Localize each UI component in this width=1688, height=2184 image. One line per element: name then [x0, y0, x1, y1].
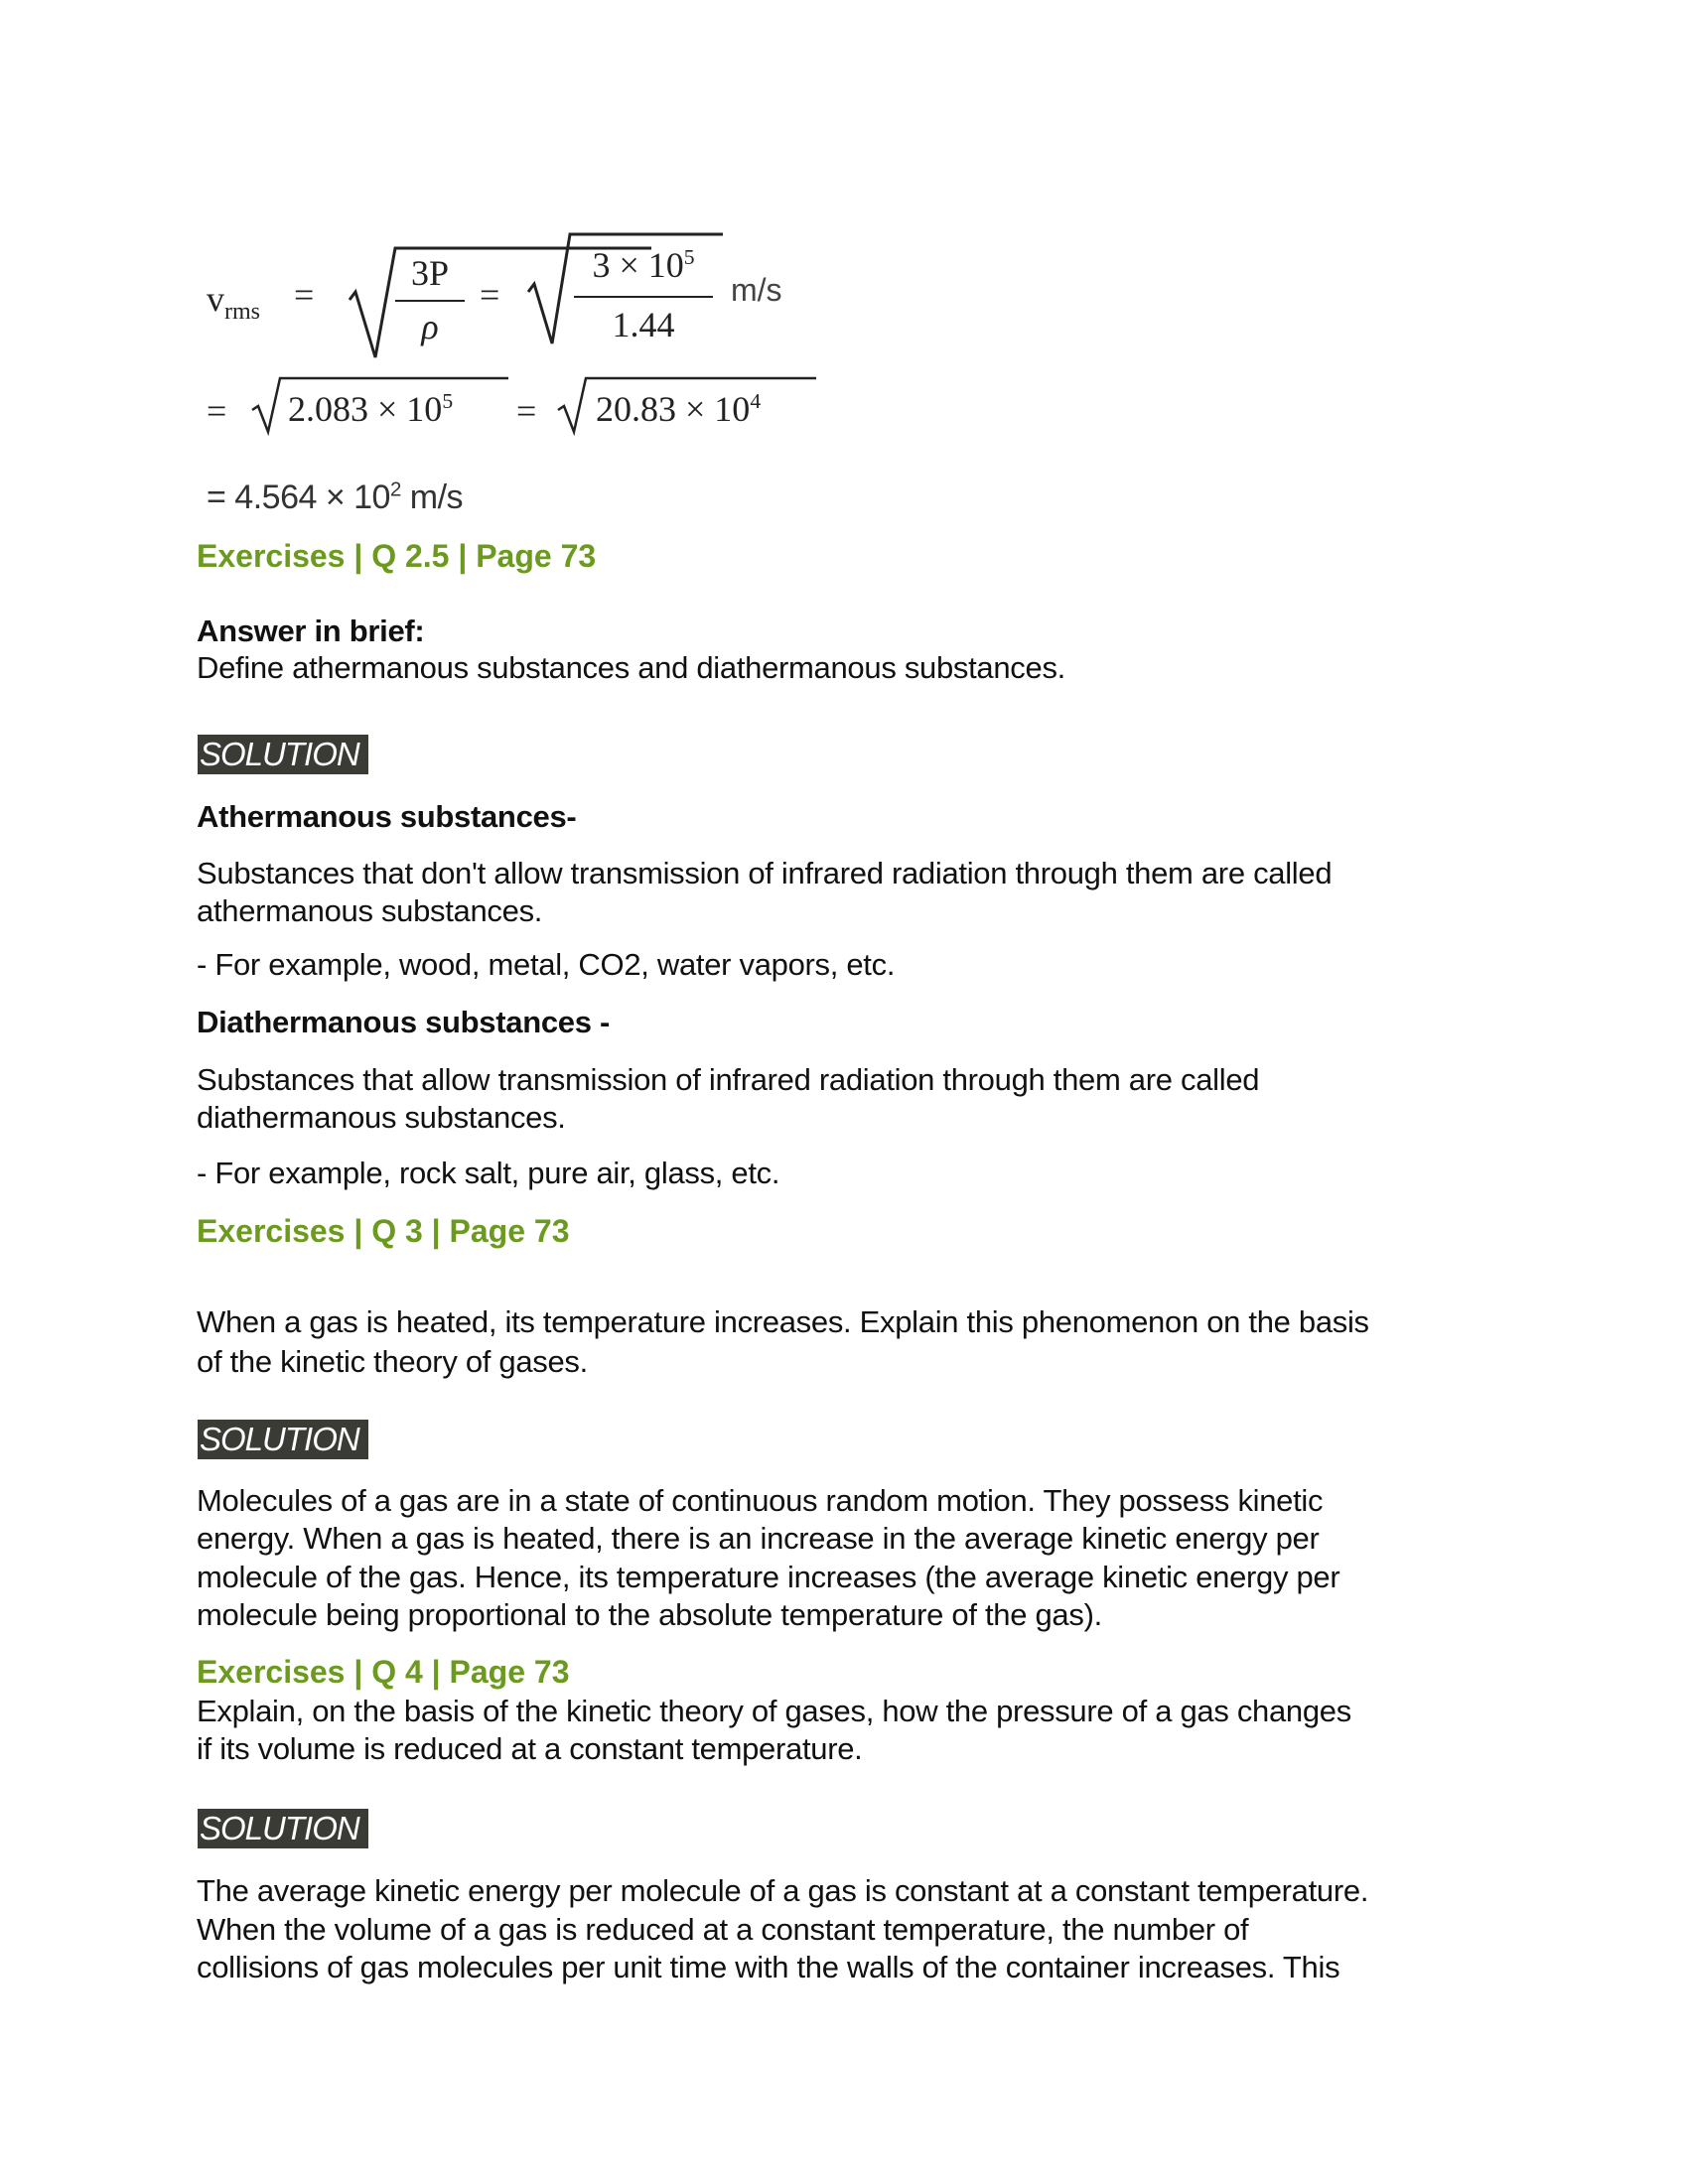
equals-sign: = [480, 275, 500, 315]
section-heading-q3: Exercises | Q 3 | Page 73 [197, 1213, 570, 1249]
formula-result: = $4.564 \times 10^2$ m/s [207, 478, 464, 516]
vrms-symbol: $v_{rms}$ [207, 279, 260, 326]
unit-label: m/s [731, 272, 782, 308]
solution-badge: SOLUTION [198, 1420, 368, 1459]
example-line: - For example, wood, metal, CO2, water vapors, etc. [197, 947, 896, 982]
answer-line: Substances that don't allow transmission of infrared radiation through them are called [197, 856, 1333, 890]
answer-line: The average kinetic energy per molecule of a gas is constant at a constant temperature. [197, 1873, 1369, 1908]
answer-line: energy. When a gas is heated, there is an increase in the average kinetic energy per [197, 1521, 1320, 1556]
example-line: - For example, rock salt, pure air, glass, etc. [197, 1156, 780, 1190]
equals-sign: = [516, 391, 537, 431]
answer-line: When the volume of a gas is reduced at a constant temperature, the number of [197, 1912, 1249, 1947]
question-line: of the kinetic theory of gases. [197, 1344, 588, 1379]
section-heading-q4: Exercises | Q 4 | Page 73 [197, 1654, 570, 1690]
answer-line: molecule being proportional to the absolute temperature of the gas). [197, 1597, 1102, 1632]
answer-line: Substances that allow transmission of infrared radiation through them are called [197, 1062, 1260, 1097]
answer-line: collisions of gas molecules per unit time with the walls of the container increases. This [197, 1950, 1340, 1984]
radicand-2: $20.83 \times 10^4$ [596, 389, 762, 429]
fraction-3p-rho: 3P ρ [395, 252, 465, 347]
answer-line: athermanous substances. [197, 893, 543, 928]
subheading-athermanous: Athermanous substances- [197, 799, 577, 834]
answer-line: diathermanous substances. [197, 1100, 566, 1135]
fraction-3e5-1.44: $3 \times 10^5$ 1.44 [574, 244, 713, 345]
question-text: Define athermanous substances and diathermanous substances. [197, 650, 1065, 685]
equals-sign: = [294, 275, 315, 315]
equals-sign: = [207, 391, 227, 431]
solution-badge: SOLUTION [198, 1809, 368, 1848]
question-line: Explain, on the basis of the kinetic theory of gases, how the pressure of a gas changes [197, 1694, 1351, 1728]
formula-line-2 [207, 372, 822, 442]
prompt-label: Answer in brief: [197, 614, 425, 648]
subheading-diathermanous: Diathermanous substances - [197, 1005, 610, 1039]
question-line: if its volume is reduced at a constant temperature. [197, 1731, 863, 1766]
answer-line: Molecules of a gas are in a state of continuous random motion. They possess kinetic [197, 1483, 1324, 1518]
solution-badge: SOLUTION [198, 735, 368, 774]
question-line: When a gas is heated, its temperature increases. Explain this phenomenon on the basis [197, 1304, 1369, 1339]
radicand-1: $2.083 \times 10^5$ [288, 389, 454, 429]
answer-line: molecule of the gas. Hence, its temperature increases (the average kinetic energy per [197, 1560, 1340, 1594]
section-heading-q2-5: Exercises | Q 2.5 | Page 73 [197, 538, 597, 574]
